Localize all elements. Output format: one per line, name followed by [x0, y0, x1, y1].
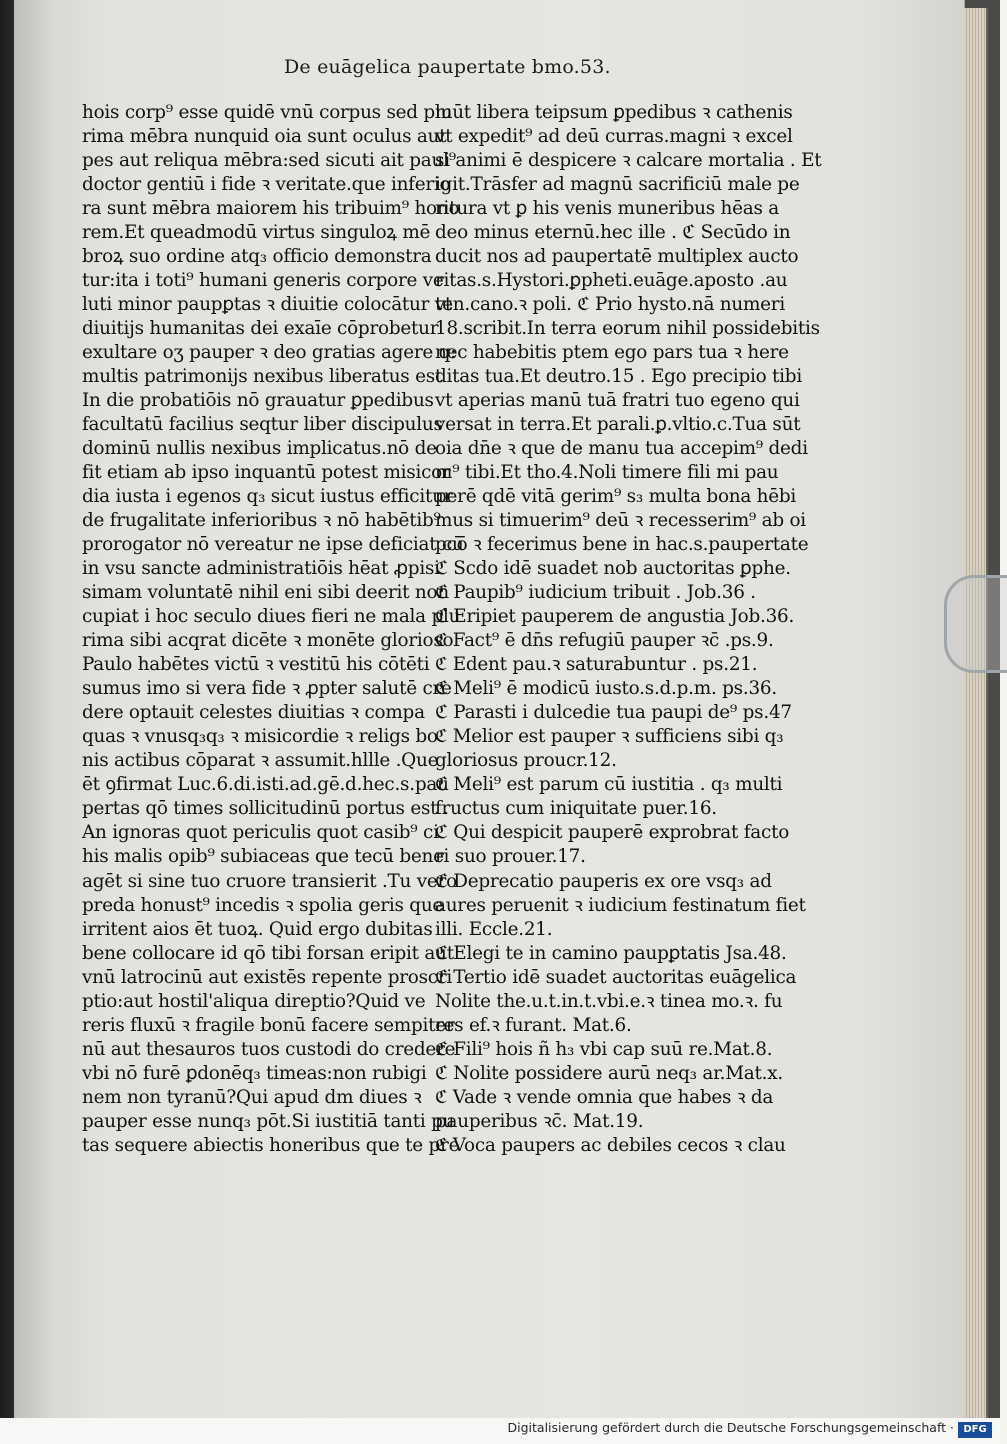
text-line: tas sequere abiectis honeribus que te pre: [82, 1134, 460, 1156]
text-line: sumus imo si vera fide ꝛ ꝓpter salutē cre: [82, 678, 452, 700]
text-line: ritura vt ꝑ his venis muneribus hēas a: [435, 198, 779, 220]
text-line: si animi ē despicere ꝛ calcare mortalia . Et: [435, 150, 822, 172]
text-line: ℭ Qui despicit pauperē exprobrat facto: [435, 822, 790, 844]
text-line: rima mēbra nunquid oia sunt oculus aut: [82, 126, 447, 148]
text-line: deo minus eternū.hec ille . ℭ Secūdo in: [435, 222, 791, 244]
text-line: oia dn̄e ꝛ que de manu tua accepim⁹ dedi: [435, 438, 808, 460]
page-stack-edge: [964, 8, 988, 1418]
text-line: facultatū facilius seqtur liber discipulus: [82, 414, 443, 436]
text-line: ℭ Melior est pauper ꝛ sufficiens sibi q₃: [435, 726, 784, 748]
text-line: gloriosus proucr.12.: [435, 750, 617, 772]
text-line: tur:ita i toti⁹ humani generis corpore ve: [82, 270, 444, 292]
text-line: exultare oʒ pauper ꝛ deo gratias agere q:: [82, 342, 457, 364]
text-line: agēt si sine tuo cruore transierit .Tu vero: [82, 870, 457, 892]
text-line: doctor gentiū i fide ꝛ veritate.que inferio: [82, 174, 451, 196]
text-line: fructus cum iniquitate puer.16.: [435, 798, 717, 820]
text-line: ℭ Fili⁹ hois ñ h₃ vbi cap suū re.Mat.8.: [435, 1038, 773, 1060]
text-line: ℭ Paupib⁹ iudicium tribuit . Job.36 .: [435, 582, 756, 604]
text-line: ducit nos ad paupertatē multiplex aucto: [435, 246, 799, 268]
text-line: nis actibus cōparat ꝛ assumit.hllle .Que: [82, 750, 439, 772]
text-line: Paulo habētes victū ꝛ vestitū his cōtēti: [82, 654, 430, 676]
text-line: perē qdē vitā gerim⁹ s₃ multa bona hēbi: [435, 486, 797, 508]
text-line: m⁹ tibi.Et tho.4.Noli timere fili mi pau: [435, 462, 779, 484]
left-text-column: [82, 101, 464, 1158]
text-line: pes aut reliqua mēbra:sed sicuti ait paul⁹: [82, 150, 456, 172]
text-line: res ef.ꝛ furant. Mat.6.: [435, 1014, 632, 1036]
text-line: ℭ Scdo idē suadet nob auctoritas ꝑphe.: [435, 558, 791, 580]
text-line: rima sibi acqrat dicēte ꝛ monēte glorioso: [82, 630, 454, 652]
text-line: prorogator nō vereatur ne ipse deficiat cū: [82, 534, 464, 556]
text-line: nem non tyranū?Qui apud dm diues ꝛ: [82, 1086, 422, 1108]
text-line: Nolite the.u.t.in.t.vbi.e.ꝛ tinea mo.ꝛ. fu: [435, 990, 783, 1012]
text-line: dominū nullis nexibus implicatus.nō de: [82, 438, 437, 460]
dfg-logo: DFG: [958, 1422, 992, 1438]
text-line: ℭ Parasti i dulcedie tua paupi de⁹ ps.47: [435, 702, 792, 724]
text-line: illi. Eccle.21.: [435, 918, 553, 940]
text-line: 18.scribit.In terra eorum nihil possidebitis: [435, 318, 820, 340]
text-line: rem.Et queadmodū virtus singuloꝝ mē: [82, 222, 431, 244]
text-line: bene collocare id qō tibi forsan eripit aut: [82, 942, 454, 964]
text-line: ℭ Meli⁹ est parum cū iustitia . q₃ multi: [435, 774, 783, 796]
page-clip: [944, 575, 1007, 673]
text-line: irritent aios ēt tuoꝝ. Quid ergo dubitas: [82, 918, 433, 940]
text-line: versat in terra.Et parali.ꝑ.vltio.c.Tua sūt: [435, 414, 801, 436]
text-line: igit.Trāsfer ad magnū sacrificiū male pe: [435, 174, 800, 196]
text-line: ptio:aut hostil'aliqua direptio?Quid ve: [82, 990, 426, 1012]
text-line: preda honust⁹ incedis ꝛ spolia geris que: [82, 894, 444, 916]
text-line: aures peruenit ꝛ iudicium festinatum fiet: [435, 894, 806, 916]
text-line: his malis opib⁹ subiaceas que tecū bene: [82, 846, 444, 868]
text-line: vbi nō furē ꝑdonēq₃ timeas:non rubigi: [82, 1062, 427, 1084]
text-line: ℭ Voca paupers ac debiles cecos ꝛ clau: [435, 1134, 786, 1156]
text-line: mūt libera teipsum ꝑpedibus ꝛ cathenis: [435, 102, 793, 123]
text-line: ra sunt mēbra maiorem his tribuim⁹ hono: [82, 198, 460, 220]
funding-note: Digitalisierung gefördert durch die Deutsche Forschungsgemeinschaft ·: [507, 1420, 954, 1435]
text-line: In die probatiōis nō grauatur ꝑpedibus: [82, 390, 434, 412]
text-line: pauperibus ꝛc̄. Mat.19.: [435, 1110, 644, 1132]
text-line: hois corp⁹ esse quidē vnū corpus sed plu: [82, 102, 453, 123]
text-line: reris fluxū ꝛ fragile bonū facere sempiter: [82, 1014, 455, 1036]
text-line: ℭ Eripiet pauperem de angustia Job.36.: [435, 606, 795, 628]
right-text-column: [435, 101, 822, 1158]
text-line: ℭ Deprecatio pauperis ex ore vsq₃ ad: [435, 870, 772, 892]
text-line: An ignoras quot periculis quot casib⁹ ci: [82, 822, 439, 844]
text-line: ēt ꝯfirmat Luc.6.di.isti.ad.gē.d.hec.s.pau: [82, 774, 449, 796]
text-line: ten.cano.ꝛ poli. ℭ Prio hysto.nā numeri: [435, 294, 785, 316]
text-line: de frugalitate inferioribus ꝛ nō habētib⁹: [82, 510, 441, 532]
text-line: ℭ Meli⁹ ē modicū iusto.s.d.p.m. ps.36.: [435, 678, 777, 700]
text-line: ditas tua.Et deutro.15 . Ego precipio tibi: [435, 366, 802, 388]
text-line: mus si timuerim⁹ deū ꝛ recesserim⁹ ab oi: [435, 510, 806, 532]
text-line: nec habebitis ptem ego pars tua ꝛ here: [435, 342, 789, 364]
text-line: luti minor paupꝑtas ꝛ diuitie colocātur vt: [82, 294, 453, 316]
text-line: dia iusta i egenos q₃ sicut iustus efficitur: [82, 486, 453, 508]
text-line: ℭ Vade ꝛ vende omnia que habes ꝛ da: [435, 1086, 774, 1108]
text-line: ℭ Nolite possidere aurū neq₃ ar.Mat.x.: [435, 1062, 783, 1084]
text-line: pertas qō times sollicitudinū portus est .: [82, 798, 449, 820]
text-line: multis patrimonijs nexibus liberatus est: [82, 366, 443, 388]
text-line: quas ꝛ vnusq₃q₃ ꝛ misicordie ꝛ religs bo: [82, 726, 438, 748]
text-line: pcō ꝛ fecerimus bene in hac.s.paupertate: [435, 534, 809, 556]
text-line: vt expedit⁹ ad deū curras.magni ꝛ excel: [435, 126, 793, 148]
text-line: nū aut thesauros tuos custodi do credere: [82, 1038, 456, 1060]
running-title: De euāgelica paupertate bmo.53.: [284, 56, 611, 78]
text-line: ritas.s.Hystori.ꝑpheti.euāge.aposto .au: [435, 270, 788, 292]
text-line: diuitijs humanitas dei exaīe cōprobetur: [82, 318, 439, 340]
text-line: ℭ Elegi te in camino paupꝑtatis Jsa.48.: [435, 942, 787, 964]
text-line: in vsu sancte administratiōis hēat ꝓpisi: [82, 558, 440, 580]
text-line: pauper esse nunq₃ pōt.Si iustitiā tanti pu: [82, 1110, 455, 1132]
text-line: ℭ Tertio idē suadet auctoritas euāgelica: [435, 966, 797, 988]
text-line: broꝝ suo ordine atq₃ officio demonstra: [82, 246, 432, 268]
text-line: dere optauit celestes diuitias ꝛ compa: [82, 702, 425, 724]
text-line: fit etiam ab ipso inquantū potest misicor: [82, 462, 451, 484]
text-line: vnū latrocinū aut existēs repente proscri: [82, 966, 453, 988]
text-line: simam voluntatē nihil eni sibi deerit non: [82, 582, 449, 604]
text-line: ℭ Fact⁹ ē dn̄s refugiū pauper ꝛc̄ .ps.9.: [435, 630, 774, 652]
text-line: cupiat i hoc seculo diues fieri ne mala plu: [82, 606, 461, 628]
text-line: vt aperias manū tuā fratri tuo egeno qui: [435, 390, 800, 412]
text-line: ℭ Edent pau.ꝛ saturabuntur . ps.21.: [435, 654, 758, 676]
text-line: ri suo prouer.17.: [435, 846, 586, 868]
